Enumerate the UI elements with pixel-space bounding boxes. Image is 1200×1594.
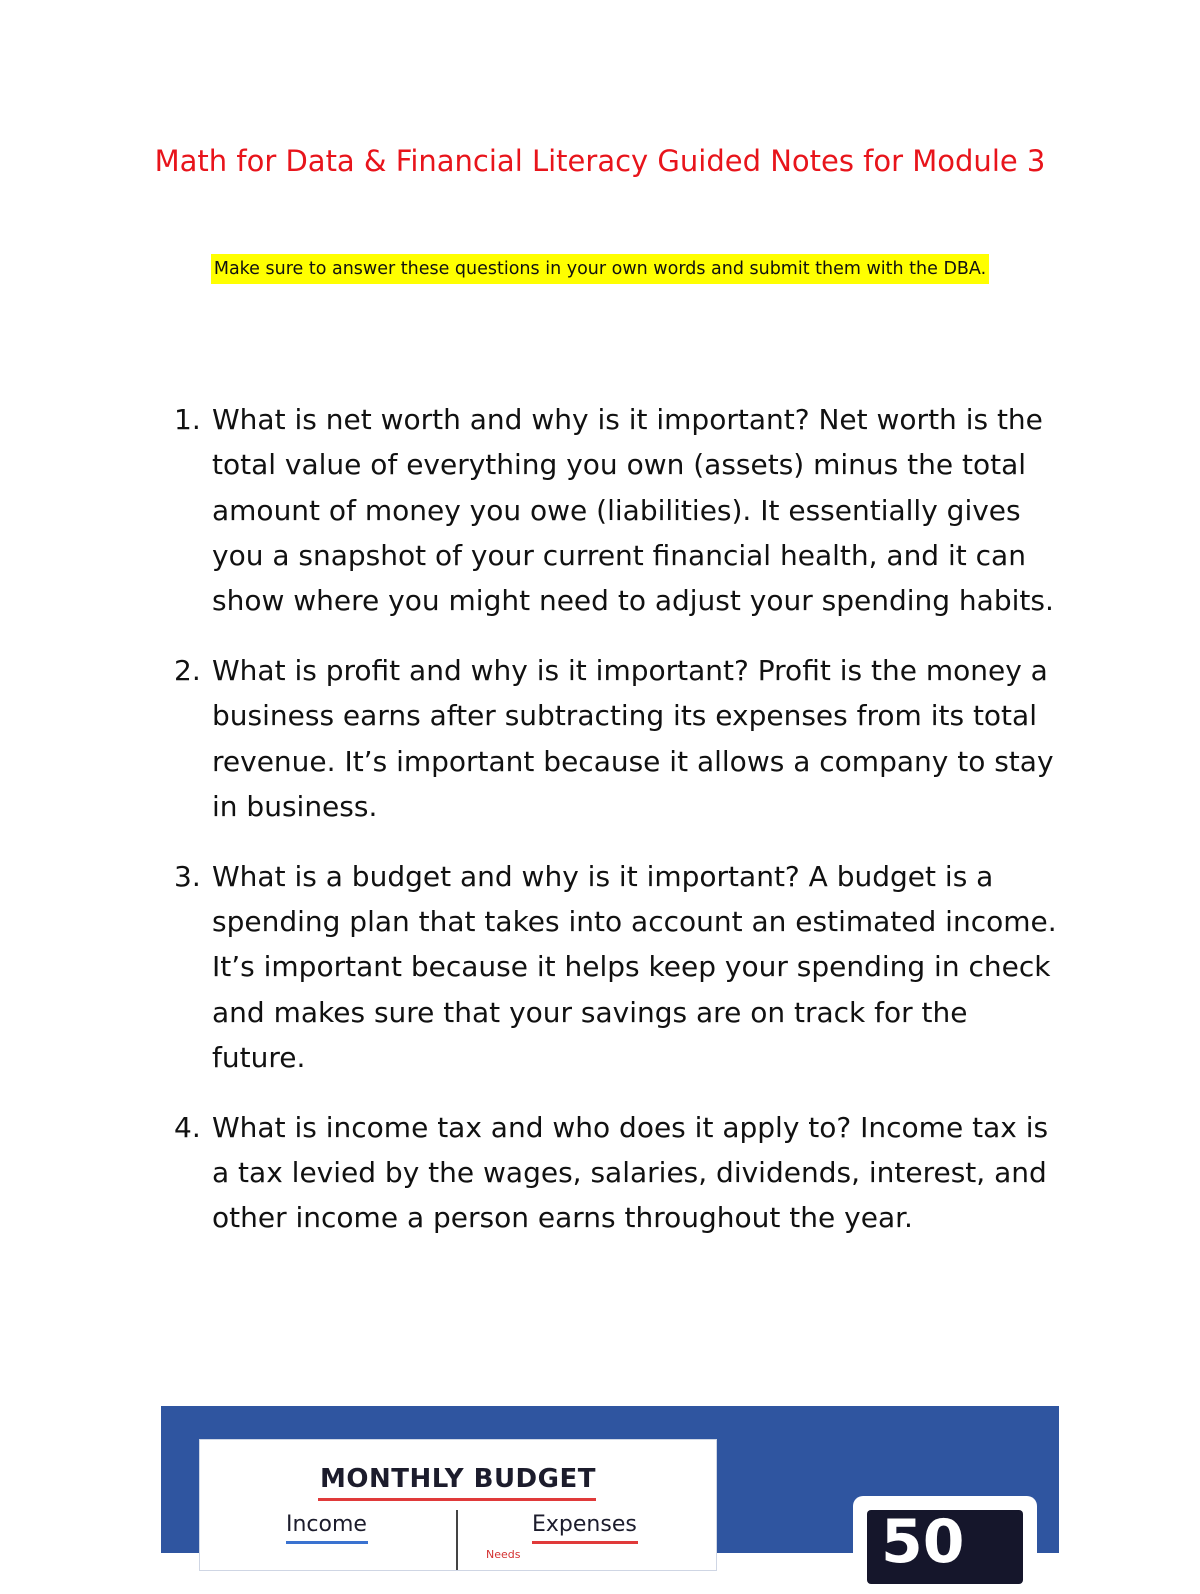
column-divider: [456, 1510, 458, 1570]
instruction-container: [0, 254, 1200, 284]
question-text: What is net worth and why is it important? Net worth is the total value of everything you own (assets) minus the total amount of money you owe (liabilities). It essentially gives you a snapshot of your current financial health, and it can show where you might need to adjust your spending habits.: [212, 403, 1054, 618]
question-item: [174, 1105, 1062, 1241]
budget-title-underline: [318, 1498, 596, 1501]
expenses-underline: [532, 1541, 638, 1544]
monthly-budget-image: [161, 1406, 1059, 1577]
expenses-heading: Expenses: [532, 1512, 637, 1537]
highlighted-instruction: Make sure to answer these questions in your own words and submit them with the DBA.: [211, 254, 989, 284]
question-text: What is income tax and who does it apply to? Income tax is a tax levied by the wages, salaries, dividends, interest, and other income a person earns throughout the year.: [212, 1110, 1049, 1235]
question-item: [174, 854, 1062, 1080]
question-text: What is profit and why is it important? Profit is the money a business earns after subtracting its expenses from its total revenue. It’s important because it allows a company to stay in business.: [212, 653, 1054, 823]
question-text: What is a budget and why is it important? A budget is a spending plan that takes into account an estimated income. It’s important because it helps keep your spending in check and makes sure that your savings are on track for the future.: [212, 859, 1057, 1074]
question-list: [174, 397, 1062, 1265]
needs-label: Needs: [486, 1548, 521, 1561]
income-heading: Income: [286, 1512, 367, 1537]
question-number: 2.: [174, 653, 201, 687]
question-item: [174, 397, 1062, 623]
calendar-icon: [857, 1500, 1033, 1594]
question-item: [174, 648, 1062, 829]
budget-title: MONTHLY BUDGET: [320, 1464, 596, 1494]
question-number: 4.: [174, 1110, 201, 1144]
budget-card: [199, 1439, 717, 1571]
page-title: Math for Data & Financial Literacy Guided Notes for Module 3: [154, 144, 1046, 178]
income-underline: [286, 1541, 368, 1544]
calendar-face: [867, 1507, 1023, 1584]
question-number: 3.: [174, 859, 201, 893]
calendar-number: 50: [881, 1507, 965, 1577]
question-number: 1.: [174, 403, 201, 436]
